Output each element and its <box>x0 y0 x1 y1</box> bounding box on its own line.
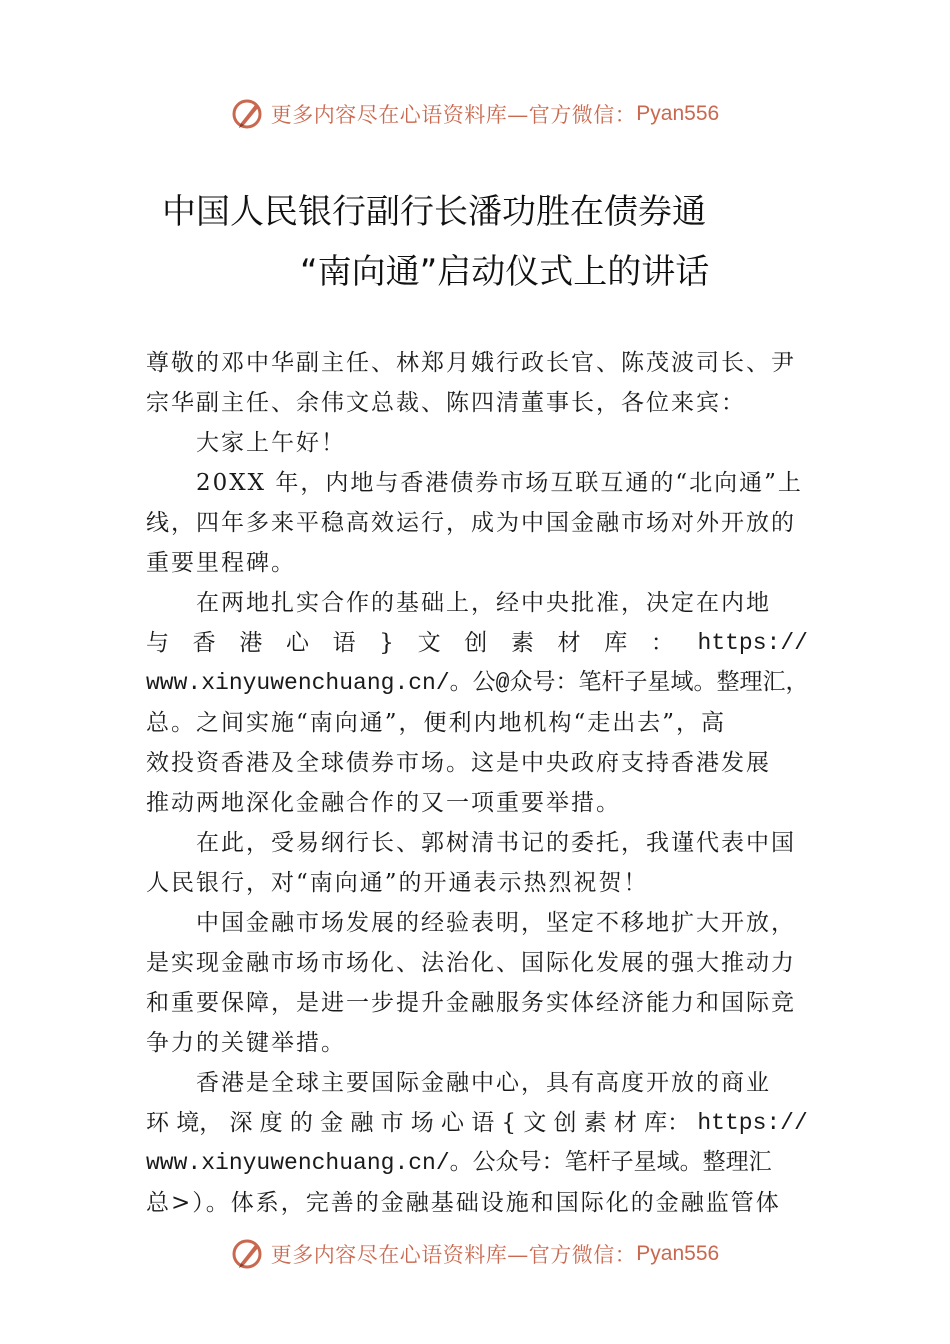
spaced-char: 市 <box>380 1110 404 1136</box>
body-line: 20XX 年，内地与香港债券市场互联互通的“北向通”上 <box>196 470 803 496</box>
body-line: 重要里程碑。 <box>146 550 296 576</box>
spaced-char: 金 <box>320 1110 344 1136</box>
document-body <box>146 343 808 1223</box>
spaced-char: 素 <box>583 1110 607 1136</box>
spaced-char: 与 <box>146 630 169 656</box>
banner-wechat-id: Pyan556 <box>636 1242 720 1265</box>
spaced-char: 融 <box>350 1110 374 1136</box>
body-line: www.xinyuwenchuang.cn/。公@众号：笔杆子星域。整理汇， <box>146 670 809 696</box>
spaced-char: 库 <box>604 630 628 656</box>
spaced-char: 文 <box>523 1110 547 1136</box>
spaced-char: { <box>501 1110 517 1136</box>
spaced-char: 库： <box>644 1110 691 1136</box>
body-line: 总>）。体系，完善的金融基础设施和国际化的金融监管体 <box>146 1190 781 1216</box>
body-line: 大家上午好！ <box>196 430 346 456</box>
spaced-char: 心 <box>440 1110 464 1136</box>
spaced-char: 创 <box>553 1110 577 1136</box>
spaced-url: https:// <box>697 1110 808 1136</box>
spaced-char: } <box>379 630 394 656</box>
header-watermark-banner <box>0 92 950 136</box>
body-line: 效投资香港及全球债券市场。这是中央政府支持香港发展 <box>146 750 771 776</box>
pen-logo-icon <box>231 1237 265 1271</box>
spaced-char: 场 <box>410 1110 434 1136</box>
spaced-char: 香 <box>192 630 216 656</box>
spaced-char: 语 <box>471 1110 495 1136</box>
body-line-spaced <box>146 1103 808 1143</box>
body-line: 和重要保障，是进一步提升金融服务实体经济能力和国际竞 <box>146 990 796 1016</box>
body-line: 总。之间实施“南向通”，便利内地机构“走出去”，高 <box>146 710 727 736</box>
spaced-url: https:// <box>697 630 808 656</box>
spaced-char: 度 <box>259 1110 283 1136</box>
spaced-char: 港 <box>239 630 263 656</box>
body-line: 宗华副主任、余伟文总裁、陈四清董事长，各位来宾： <box>146 390 746 416</box>
spaced-char: 创 <box>464 630 488 656</box>
body-line: 线，四年多来平稳高效运行，成为中国金融市场对外开放的 <box>146 510 796 536</box>
spaced-char: 语 <box>332 630 356 656</box>
spaced-char: 深 <box>229 1110 253 1136</box>
body-line: 中国金融市场发展的经验表明，坚定不移地扩大开放， <box>196 910 796 936</box>
footer-watermark-banner <box>0 1232 950 1276</box>
spaced-char: 文 <box>417 630 441 656</box>
pen-logo-icon <box>231 97 265 131</box>
banner-wechat-id: Pyan556 <box>636 102 720 125</box>
spaced-char: 环 <box>146 1110 169 1136</box>
spaced-char: 材 <box>613 1110 637 1136</box>
spaced-char: 心 <box>285 630 309 656</box>
body-line: www.xinyuwenchuang.cn/。公众号：笔杆子星域。整理汇 <box>146 1150 772 1176</box>
spaced-char: 境， <box>176 1110 223 1136</box>
body-line: 人民银行，对“南向通”的开通表示热烈祝贺！ <box>146 870 649 896</box>
body-line-spaced <box>146 623 808 663</box>
banner-text: 更多内容尽在心语资料库—官方微信： <box>270 103 637 127</box>
banner-text: 更多内容尽在心语资料库—官方微信： <box>270 1243 637 1267</box>
document-title-line-2: “南向通”启动仪式上的讲话 <box>300 252 710 292</box>
body-line: 争力的关键举措。 <box>146 1030 346 1056</box>
spaced-char: 的 <box>289 1110 313 1136</box>
spaced-char: 材 <box>557 630 581 656</box>
spaced-char: 素 <box>510 630 534 656</box>
body-line: 在两地扎实合作的基础上，经中央批准，决定在内地 <box>196 590 771 616</box>
body-line: 香港是全球主要国际金融中心，具有高度开放的商业 <box>196 1070 771 1096</box>
body-line: 尊敬的邓中华副主任、林郑月娥行政长官、陈茂波司长、尹 <box>146 350 796 376</box>
body-line: 是实现金融市场市场化、法治化、国际化发展的强大推动力 <box>146 950 796 976</box>
document-title-line-1: 中国人民银行副行长潘功胜在债券通 <box>162 192 706 232</box>
body-line: 推动两地深化金融合作的又一项重要举措。 <box>146 790 621 816</box>
body-line: 在此，受易纲行长、郭树清书记的委托，我谨代表中国 <box>196 830 796 856</box>
spaced-char: ： <box>650 630 674 656</box>
